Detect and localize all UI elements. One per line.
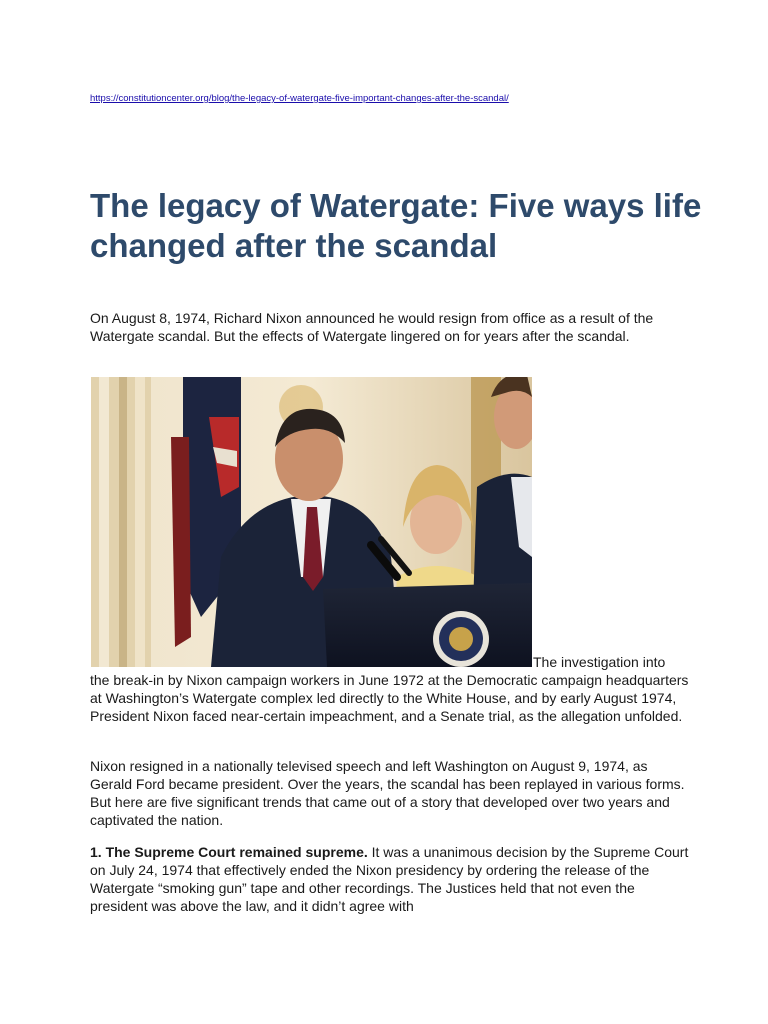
article-title: The legacy of Watergate: Five ways life changed after the scandal (90, 187, 702, 264)
point1-heading: 1. The Supreme Court remained supreme. (90, 844, 368, 860)
investigation-paragraph: the break-in by Nixon campaign workers in June 1972 at the Democratic campaign headquarters at Washington’s Watergate complex led directly to the White House, and by early August 1974, President Nixon faced near-certain impeachment, and a Senate trial, as the allegation unfolded. (90, 672, 689, 724)
investigation-lead-text: The investigation into (533, 654, 666, 670)
supreme-court-paragraph (90, 843, 690, 915)
resignation-paragraph: Nixon resigned in a nationally televised speech and left Washington on August 9, 1974, as Gerald Ford became president. Over the years, the scandal has been replayed in various forms. But here are five significant trends that came out of a story that developed over two years and captivated the nation. (90, 758, 685, 828)
intro-paragraph: On August 8, 1974, Richard Nixon announced he would resign from office as a result of the Watergate scandal. But the effects of Watergate lingered on for years after the scandal. (90, 310, 654, 344)
nixon-resignation-photo (91, 377, 532, 667)
source-url-link[interactable]: https://constitutioncenter.org/blog/the-legacy-of-watergate-five-important-changes-after-the-scandal/ (90, 93, 509, 104)
point1-text: It was a unanimous decision by the Supreme Court on July 24, 1974 that effectively ended the Nixon presidency by ordering the release of the Watergate “smoking gun” tape and other recordings. The Justices held that not even the president was above the law, and it didn’t agree with (90, 844, 689, 914)
